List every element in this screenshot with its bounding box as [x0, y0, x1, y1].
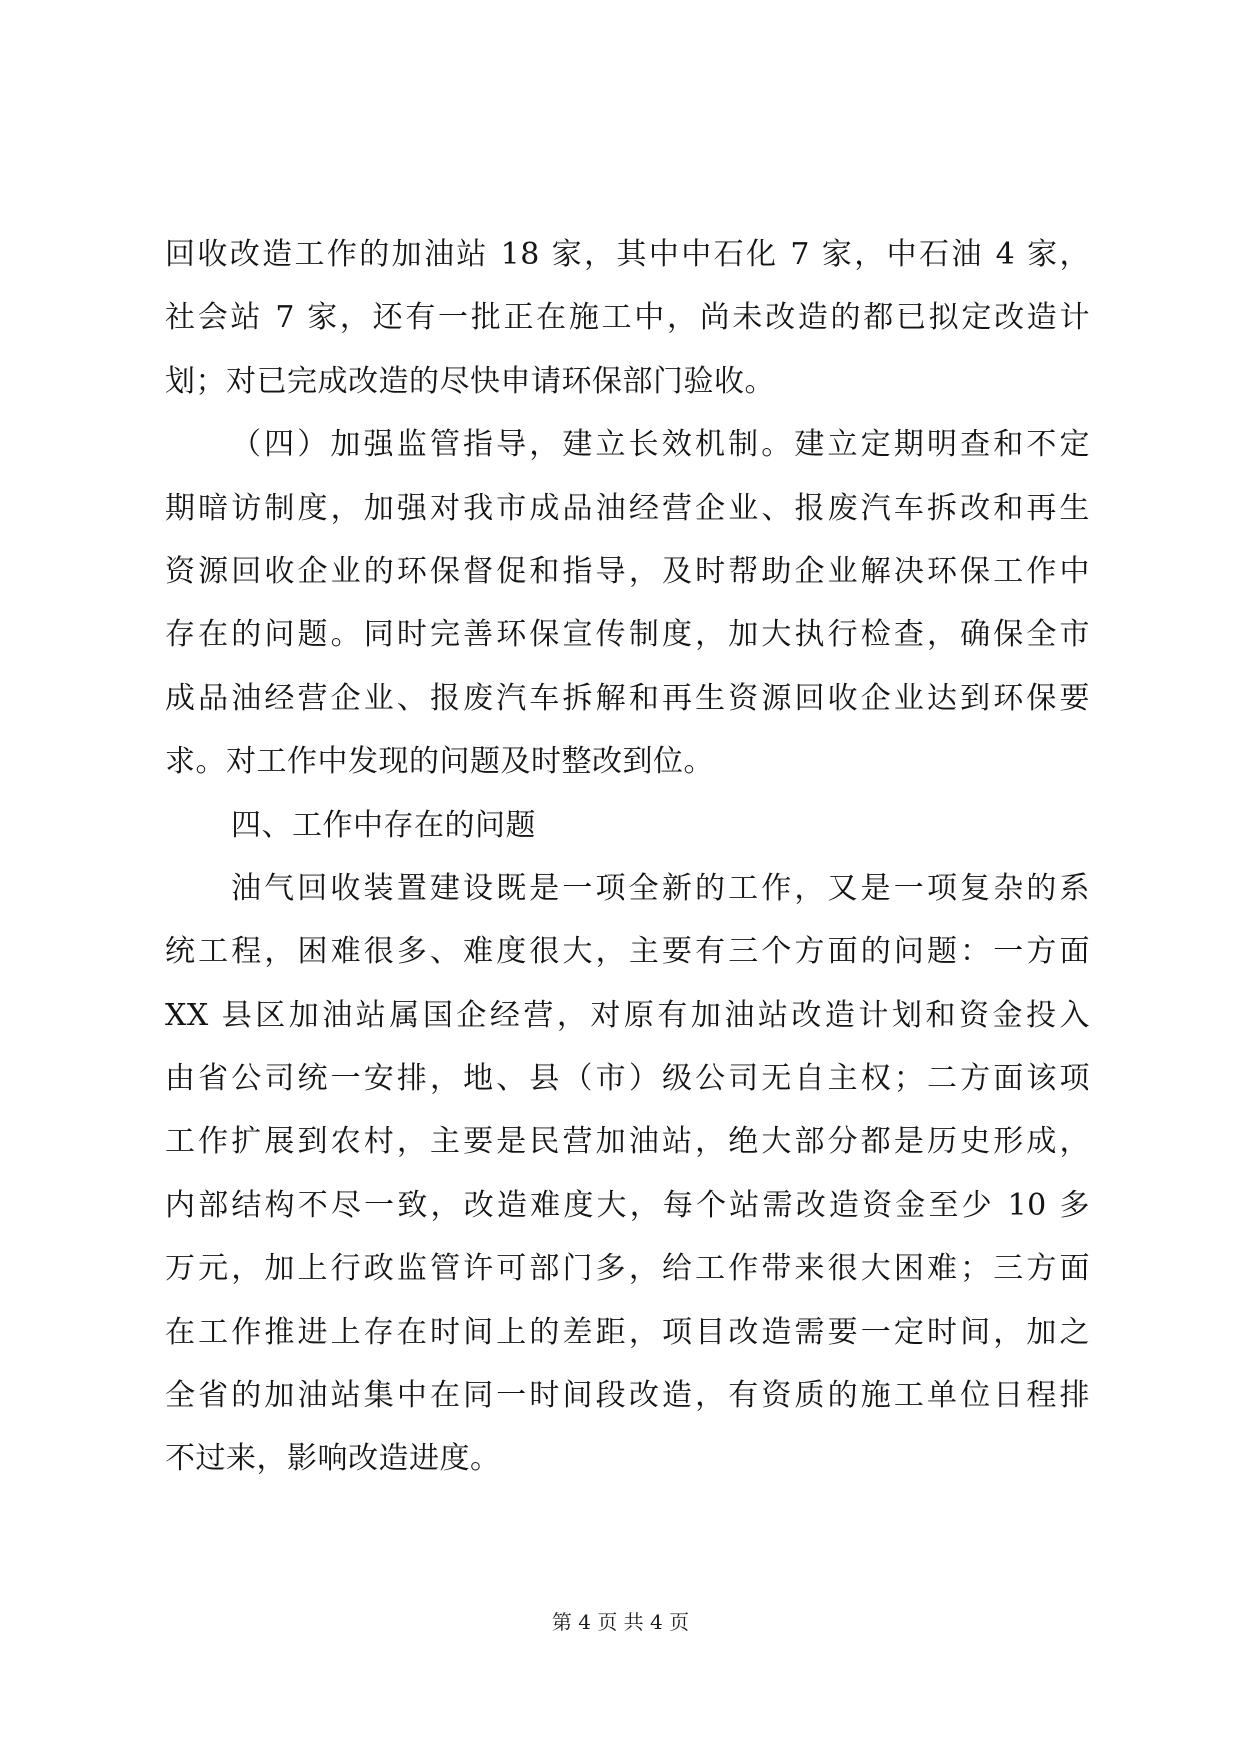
paragraph-continuation	[165, 223, 1090, 413]
text-line: 工作扩展到农村，主要是民营加油站，绝大部分都是历史形成，	[165, 1124, 1090, 1160]
text-line: 统工程，困难很多、难度很大，主要有三个方面的问题：一方面	[165, 934, 1090, 970]
document-body	[165, 223, 1090, 1491]
paragraph-problems	[165, 857, 1090, 1491]
page-footer: 第 4 页 共 4 页	[551, 1610, 690, 1634]
text-line: 划；对已完成改造的尽快申请环保部门验收。	[165, 363, 775, 399]
text-line: （四）加强监管指导，建立长效机制。建立定期明查和不定	[231, 427, 1090, 463]
section-heading	[165, 794, 1090, 857]
text-line: 资源回收企业的环保督促和指导，及时帮助企业解决环保工作中	[165, 553, 1090, 589]
text-line: 成品油经营企业、报废汽车拆解和再生资源回收企业达到环保要	[165, 680, 1090, 716]
text-line: XX 县区加油站属国企经营，对原有加油站改造计划和资金投入	[165, 997, 1090, 1033]
text-line: 万元，加上行政监管许可部门多，给工作带来很大困难；三方面	[165, 1251, 1090, 1287]
text-line: 回收改造工作的加油站 18 家，其中中石化 7 家，中石油 4 家，	[165, 237, 1090, 272]
text-line: 存在的问题。同时完善环保宣传制度，加大执行检查，确保全市	[165, 617, 1090, 653]
text-line: 由省公司统一安排，地、县（市）级公司无自主权；二方面该项	[165, 1061, 1090, 1097]
text-line: 期暗访制度，加强对我市成品油经营企业、报废汽车拆改和再生	[165, 490, 1090, 526]
paragraph-section-4	[165, 413, 1090, 793]
text-line: 求。对工作中发现的问题及时整改到位。	[165, 744, 714, 780]
text-line: 在工作推进上存在时间上的差距，项目改造需要一定时间，加之	[165, 1314, 1090, 1350]
text-line: 全省的加油站集中在同一时间段改造，有资质的施工单位日程排	[165, 1378, 1090, 1414]
text-line: 内部结构不尽一致，改造难度大，每个站需改造资金至少 10 多	[165, 1187, 1090, 1223]
text-line: 社会站 7 家，还有一批正在施工中，尚未改造的都已拟定改造计	[165, 300, 1090, 336]
text-line: 油气回收装置建设既是一项全新的工作，又是一项复杂的系	[231, 870, 1090, 906]
text-line: 不过来，影响改造进度。	[165, 1441, 501, 1477]
heading-line: 四、工作中存在的问题	[231, 807, 536, 843]
